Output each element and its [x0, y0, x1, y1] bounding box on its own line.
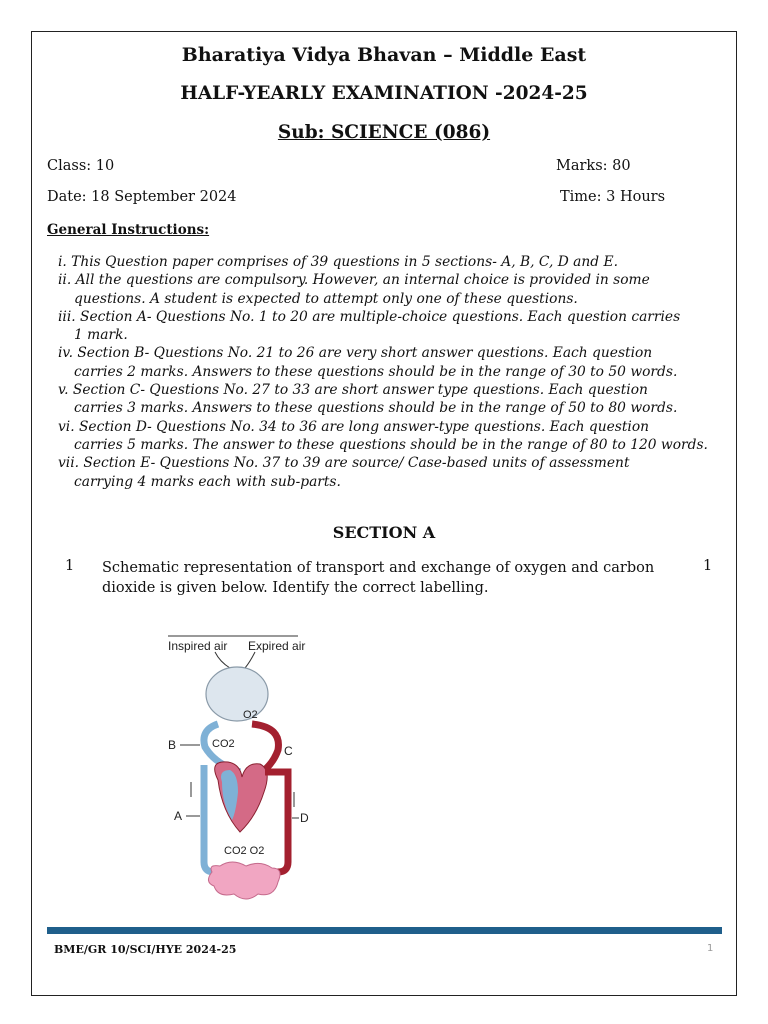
co2-label: CO2: [212, 738, 235, 750]
class-label: Class: 10: [47, 158, 115, 174]
instruction-item: v. Section C- Questions No. 27 to 33 are short answer type questions. Each question: [58, 382, 648, 399]
page-number: 1: [707, 943, 714, 954]
instruction-continuation: carries 3 marks. Answers to these questions should be in the range of 50 to 80 words.: [74, 400, 678, 417]
instruction-item: iii. Section A- Questions No. 1 to 20 are multiple-choice questions. Each question carries: [58, 308, 681, 325]
instruction-continuation: 1 mark.: [74, 327, 128, 344]
label-a: A: [174, 809, 183, 823]
subject-title: [0, 122, 768, 143]
question-text: Schematic representation of transport and exchange of oxygen and carbon dioxide is given below. Identify the correct labelling.: [102, 560, 655, 596]
expired-arrow: [245, 652, 255, 668]
lungs-shape: [206, 667, 268, 721]
time-label: Time: 3 Hours: [560, 189, 666, 205]
instructions-heading: General Instructions:: [47, 222, 210, 238]
label-c: C: [284, 744, 293, 758]
instruction-item: iv. Section B- Questions No. 21 to 26 are very short answer questions. Each question: [58, 345, 653, 362]
instruction-item: i. This Question paper comprises of 39 questions in 5 sections- A, B, C, D and E.: [58, 254, 618, 270]
instruction-continuation: carrying 4 marks each with sub-parts.: [74, 473, 341, 490]
exam-title: HALF-YEARLY EXAMINATION -2024-25: [180, 83, 588, 104]
footer-code: BME/GR 10/SCI/HYE 2024-25: [54, 943, 237, 956]
instruction-continuation: questions. A student is expected to attempt only one of these questions.: [74, 290, 578, 307]
footer-bar: [47, 927, 722, 934]
co2-o2-label: CO2 O2: [224, 845, 265, 857]
inspired-arrow: [215, 652, 230, 668]
instruction-continuation: carries 5 marks. The answer to these questions should be in the range of 80 to 120 words.: [74, 436, 708, 453]
instruction-item: vii. Section E- Questions No. 37 to 39 are source/ Case-based units of assessment: [58, 455, 630, 472]
instruction-item: vi. Section D- Questions No. 34 to 36 are long answer-type questions. Each question: [58, 418, 650, 435]
page-border: [31, 31, 737, 996]
marks-label: Marks: 80: [556, 158, 631, 174]
label-d: D: [300, 811, 309, 825]
label-b: B: [168, 738, 177, 752]
question-number: 1: [65, 558, 75, 574]
section-a-title: SECTION A: [332, 523, 436, 542]
inspired-air-label: Inspired air: [168, 639, 228, 653]
instructions-list: [58, 253, 730, 491]
question-marks: 1: [703, 558, 713, 574]
body-tissue: [208, 862, 280, 899]
instruction-item: ii. All the questions are compulsory. However, an internal choice is provided in some: [58, 272, 650, 289]
transport-diagram: [160, 632, 360, 907]
subject-text: Sub: SCIENCE (086): [277, 122, 491, 143]
instruction-continuation: carries 2 marks. Answers to these questions should be in the range of 30 to 50 words.: [74, 363, 678, 380]
o2-label: O2: [243, 709, 258, 721]
expired-air-label: Expired air: [248, 639, 306, 653]
school-name: Bharatiya Vidya Bhavan – Middle East: [181, 44, 587, 66]
date-label: Date: 18 September 2024: [47, 189, 237, 205]
